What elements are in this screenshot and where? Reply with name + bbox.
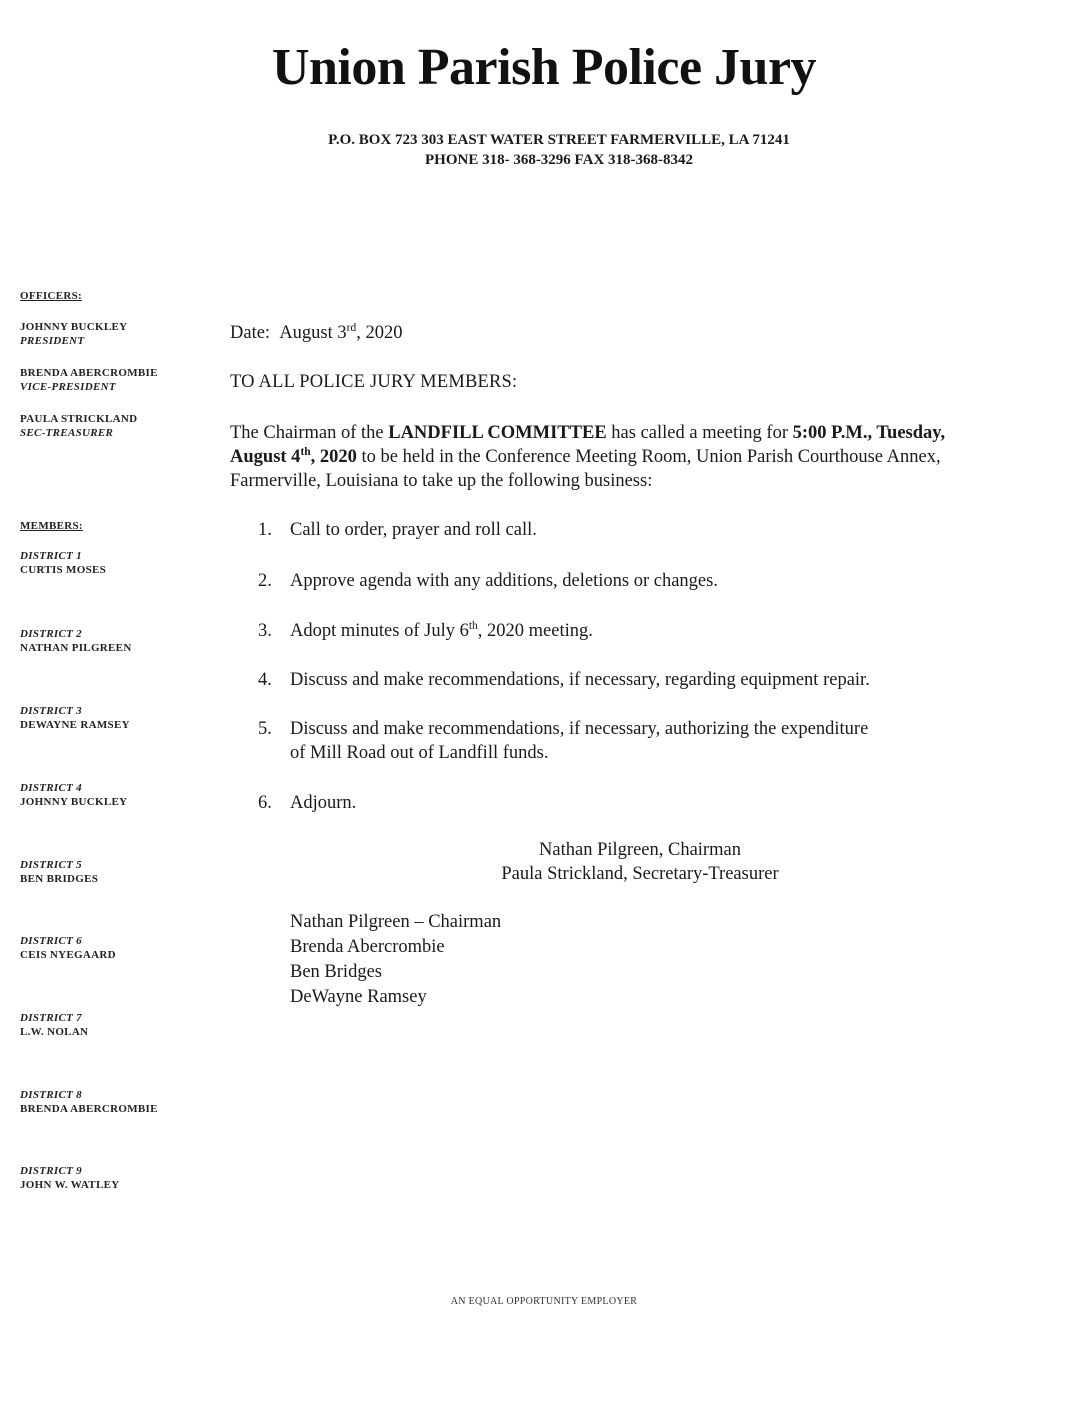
member-name: BRENDA ABERCROMBIE — [20, 1103, 158, 1115]
member-name: NATHAN PILGREEN — [20, 642, 132, 654]
officer-title: SEC-TREASURER — [20, 427, 114, 439]
agenda-number: 5. — [258, 719, 272, 739]
address-line: P.O. BOX 723 303 EAST WATER STREET FARMERVILLE, LA 71241 — [328, 132, 790, 148]
officer-title: PRESIDENT — [20, 335, 85, 347]
agenda-item — [258, 668, 998, 692]
agenda-text: Approve agenda with any additions, deletions or changes. — [290, 571, 718, 591]
agenda-text: Adjourn. — [290, 793, 357, 813]
agenda-number: 4. — [258, 670, 272, 690]
agenda-item — [258, 717, 998, 765]
district-label: DISTRICT 4 — [20, 782, 82, 794]
date-line — [230, 321, 402, 345]
committee-member: Ben Bridges — [290, 962, 382, 982]
district-label: DISTRICT 1 — [20, 550, 82, 562]
agenda-text: Adopt minutes of July 6th, 2020 meeting. — [290, 619, 593, 641]
officers-heading: OFFICERS: — [20, 290, 82, 302]
district-label: DISTRICT 6 — [20, 935, 82, 947]
officer-name: JOHNNY BUCKLEY — [20, 321, 128, 333]
district-label: DISTRICT 9 — [20, 1165, 82, 1177]
members-heading: MEMBERS: — [20, 520, 83, 532]
agenda-text: Call to order, prayer and roll call. — [290, 520, 537, 540]
salutation: TO ALL POLICE JURY MEMBERS: — [230, 372, 518, 392]
phone-fax-line: PHONE 318- 368-3296 FAX 318-368-8342 — [424, 152, 694, 168]
member-name: JOHN W. WATLEY — [20, 1179, 120, 1191]
agenda-number: 2. — [258, 571, 272, 591]
agenda-number: 1. — [258, 520, 272, 540]
committee-member: Brenda Abercrombie — [290, 937, 445, 957]
meeting-time: 5:00 P.M., Tuesday, August 4th, 2020 — [230, 423, 946, 467]
officer-name: BRENDA ABERCROMBIE — [20, 367, 158, 379]
agenda-text: Discuss and make recommendations, if necessary, authorizing the expenditure — [290, 719, 869, 739]
agenda-item — [258, 619, 978, 643]
member-name: CURTIS MOSES — [20, 564, 107, 576]
member-name: L.W. NOLAN — [20, 1026, 89, 1038]
member-name: BEN BRIDGES — [20, 873, 99, 885]
agenda-item — [258, 791, 978, 815]
officer-name: PAULA STRICKLAND — [20, 413, 138, 425]
district-label: DISTRICT 3 — [20, 705, 82, 717]
agenda-item — [258, 518, 978, 542]
signature-chairman: Nathan Pilgreen, Chairman — [539, 840, 741, 860]
agenda-text: Discuss and make recommendations, if necessary, regarding equipment repair. — [290, 670, 870, 690]
organization-name: Union Parish Police Jury — [271, 39, 817, 96]
equal-opportunity-footer: AN EQUAL OPPORTUNITY EMPLOYER — [450, 1296, 638, 1307]
committee-name: LANDFILL COMMITTEE — [388, 423, 607, 443]
committee-member: Nathan Pilgreen – Chairman — [290, 912, 502, 932]
agenda-number: 6. — [258, 793, 272, 813]
district-label: DISTRICT 2 — [20, 628, 82, 640]
date-value: August 3rd, 2020 — [279, 321, 403, 343]
agenda-item — [258, 569, 978, 593]
committee-member: DeWayne Ramsey — [290, 987, 427, 1007]
date-label: Date: — [230, 323, 271, 343]
district-label: DISTRICT 5 — [20, 859, 82, 871]
signature-secretary: Paula Strickland, Secretary-Treasurer — [501, 864, 779, 884]
member-name: CEIS NYEGAARD — [20, 949, 116, 961]
officer-title: VICE-PRESIDENT — [20, 381, 116, 393]
intro-paragraph: The Chairman of the LANDFILL COMMITTEE has called a meeting for 5:00 P.M., Tuesday, August 4th, 2020 to be held in the Conference Meeting Room, Union Parish Courthouse Annex, Farmerville, Louisiana to take up the following business: — [230, 423, 946, 491]
district-label: DISTRICT 8 — [20, 1089, 82, 1101]
member-name: DEWAYNE RAMSEY — [20, 719, 130, 731]
agenda-text-continued: of Mill Road out of Landfill funds. — [290, 743, 549, 763]
member-name: JOHNNY BUCKLEY — [20, 796, 128, 808]
district-label: DISTRICT 7 — [20, 1012, 82, 1024]
agenda-number: 3. — [258, 621, 272, 641]
